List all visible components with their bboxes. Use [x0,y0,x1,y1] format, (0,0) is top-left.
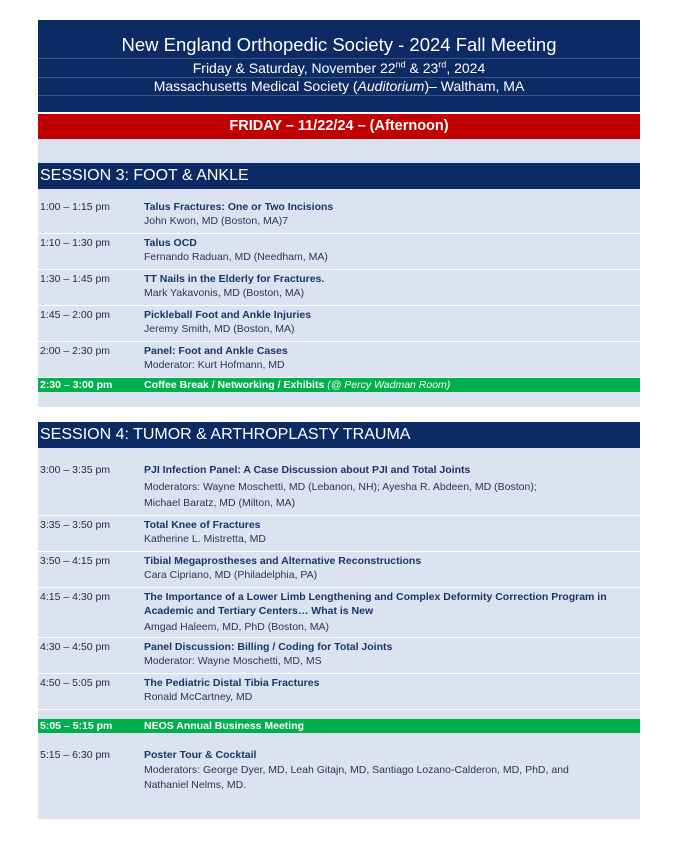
talk-title: Talus Fractures: One or Two Incisions [144,201,334,213]
talk-title: Poster Tour & Cocktail [144,749,257,761]
session-3-body [38,189,640,407]
session-3-heading: SESSION 3: FOOT & ANKLE [38,163,640,189]
meeting-header [38,20,640,112]
business-title: NEOS Annual Business Meeting [144,720,305,732]
talk-title: Panel Discussion: Billing / Coding for Total Joints [144,641,393,653]
talk-row [38,590,640,638]
talk-row [38,518,640,552]
talk-title: The Importance of a Lower Limb Lengthening and Complex Deformity Correction Program in Academic and Tertiary Centers… What is New [144,591,607,617]
talk-title: The Pediatric Distal Tibia Fractures [144,677,320,689]
talk-speaker: Moderators: Wayne Moschetti, MD (Lebanon, NH); Ayesha R. Abdeen, MD (Boston); [144,481,537,493]
meeting-title: New England Orthopedic Society - 2024 Fall Meeting [121,34,557,55]
talk-time: 2:00 – 2:30 pm [40,345,111,357]
business-meeting-row [38,719,640,733]
talk-time: 3:50 – 4:15 pm [40,555,111,567]
talk-row [38,463,640,516]
talk-title: Panel: Foot and Ankle Cases [144,345,288,357]
talk-row [38,554,640,588]
business-time: 5:05 – 5:15 pm [40,720,113,732]
talk-speaker: Fernando Raduan, MD (Needham, MA) [144,251,328,263]
session-4-body [38,448,640,819]
talk-speaker: Michael Baratz, MD (Milton, MA) [144,497,296,509]
day-banner: FRIDAY – 11/22/24 – (Afternoon) [38,114,640,139]
talk-time: 1:00 – 1:15 pm [40,201,111,213]
talk-speaker: Moderators: George Dyer, MD, Leah Gitajn, MD, Santiago Lozano-Calderon, MD, PhD, and [144,764,569,776]
talk-title: PJI Infection Panel: A Case Discussion about PJI and Total Joints [144,464,471,476]
talk-time: 4:15 – 4:30 pm [40,591,111,603]
talk-row [38,344,640,378]
talk-speaker: Moderator: Kurt Hofmann, MD [144,359,285,371]
break-time: 2:30 – 3:00 pm [40,379,113,391]
talk-speaker: Moderator: Wayne Moschetti, MD, MS [144,655,322,667]
talk-row [38,236,640,270]
talk-speaker: Ronald McCartney, MD [144,691,253,703]
talk-row [38,308,640,342]
talk-speaker: Jeremy Smith, MD (Boston, MA) [144,323,295,335]
talk-speaker: Nathaniel Nelms, MD. [144,779,247,791]
talk-row [38,272,640,306]
break-title: Coffee Break / Networking / Exhibits (@ Percy Wadman Room) [144,379,451,391]
talk-time: 1:10 – 1:30 pm [40,237,111,249]
meeting-venue: Massachusetts Medical Society (Auditorium)– Waltham, MA [38,77,640,96]
talk-speaker: Amgad Haleem, MD, PhD (Boston, MA) [144,621,329,633]
talk-title: Tibial Megaprostheses and Alternative Reconstructions [144,555,422,567]
talk-speaker: Mark Yakavonis, MD (Boston, MA) [144,287,305,299]
session-4-heading: SESSION 4: TUMOR & ARTHROPLASTY TRAUMA [38,422,640,448]
talk-row [38,640,640,674]
talk-speaker: John Kwon, MD (Boston, MA)7 [144,215,289,227]
talk-speaker: Cara Cipriano, MD (Philadelphia, PA) [144,569,318,581]
meeting-dates: Friday & Saturday, November 22nd & 23rd, 2024 [38,58,640,78]
talk-time: 3:35 – 3:50 pm [40,519,111,531]
talk-time: 4:30 – 4:50 pm [40,641,111,653]
talk-time: 4:50 – 5:05 pm [40,677,111,689]
coffee-break-row [38,378,640,392]
talk-title: Pickleball Foot and Ankle Injuries [144,309,312,321]
talk-title: Total Knee of Fractures [144,519,261,531]
talk-time: 1:30 – 1:45 pm [40,273,111,285]
talk-row [38,676,640,710]
spacer-strip [38,139,640,163]
talk-title: Talus OCD [144,237,197,249]
talk-time: 1:45 – 2:00 pm [40,309,111,321]
poster-tour-row [38,748,640,798]
talk-speaker: Katherine L. Mistretta, MD [144,533,266,545]
talk-row [38,200,640,234]
talk-title: TT Nails in the Elderly for Fractures. [144,273,325,285]
talk-time: 3:00 – 3:35 pm [40,464,111,476]
break-location: (@ Percy Wadman Room) [327,379,451,391]
talk-time: 5:15 – 6:30 pm [40,749,111,761]
